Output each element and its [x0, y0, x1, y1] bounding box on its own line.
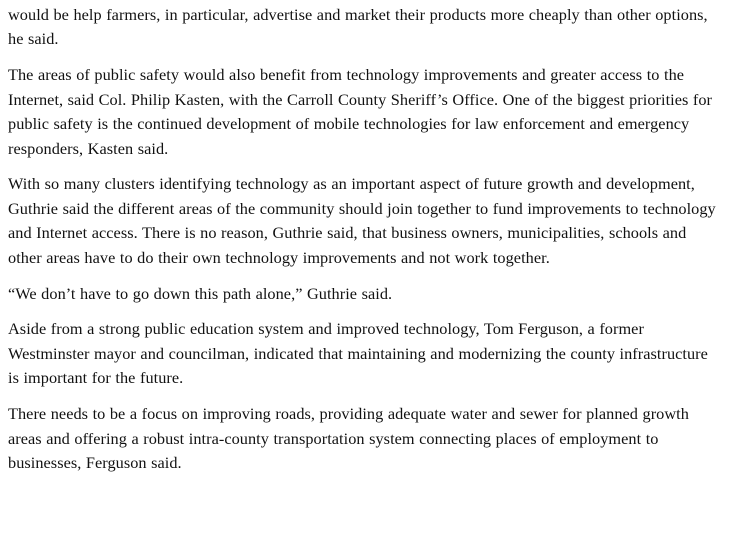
paragraph-roads-water: There needs to be a focus on improving roads, providing adequate water and sewer for planned growth areas and offering a robust intra-county transportation system connecting places of employment to businesses, Ferguson said.	[8, 404, 689, 472]
paragraph-technology-clusters: With so many clusters identifying technology as an important aspect of future growth and development, Guthrie said the different areas of the community should join together to fund improvements to technology and Internet access. There is no reason, Guthrie said, that business owners, municipalities, schools and other areas have to do their own technology improvements and not work together.	[8, 174, 716, 267]
paragraph-farmers-marketing: would be help farmers, in particular, advertise and market their products more cheaply than other options, he said.	[8, 5, 708, 49]
paragraph-public-safety: The areas of public safety would also benefit from technology improvements and greater access to the Internet, said Col. Philip Kasten, with the Carroll County Sheriff’s Office. One of the biggest priorities for public safety is the continued development of mobile technologies for law enforcement and emergency responders, Kasten said.	[8, 65, 713, 158]
paragraph-infrastructure: Aside from a strong public education system and improved technology, Tom Ferguson, a former Westminster mayor and councilman, indicated that maintaining and modernizing the county infrastructure is important for the future.	[8, 319, 708, 388]
paragraph-guthrie-quote: “We don’t have to go down this path alone,” Guthrie said.	[8, 283, 393, 303]
